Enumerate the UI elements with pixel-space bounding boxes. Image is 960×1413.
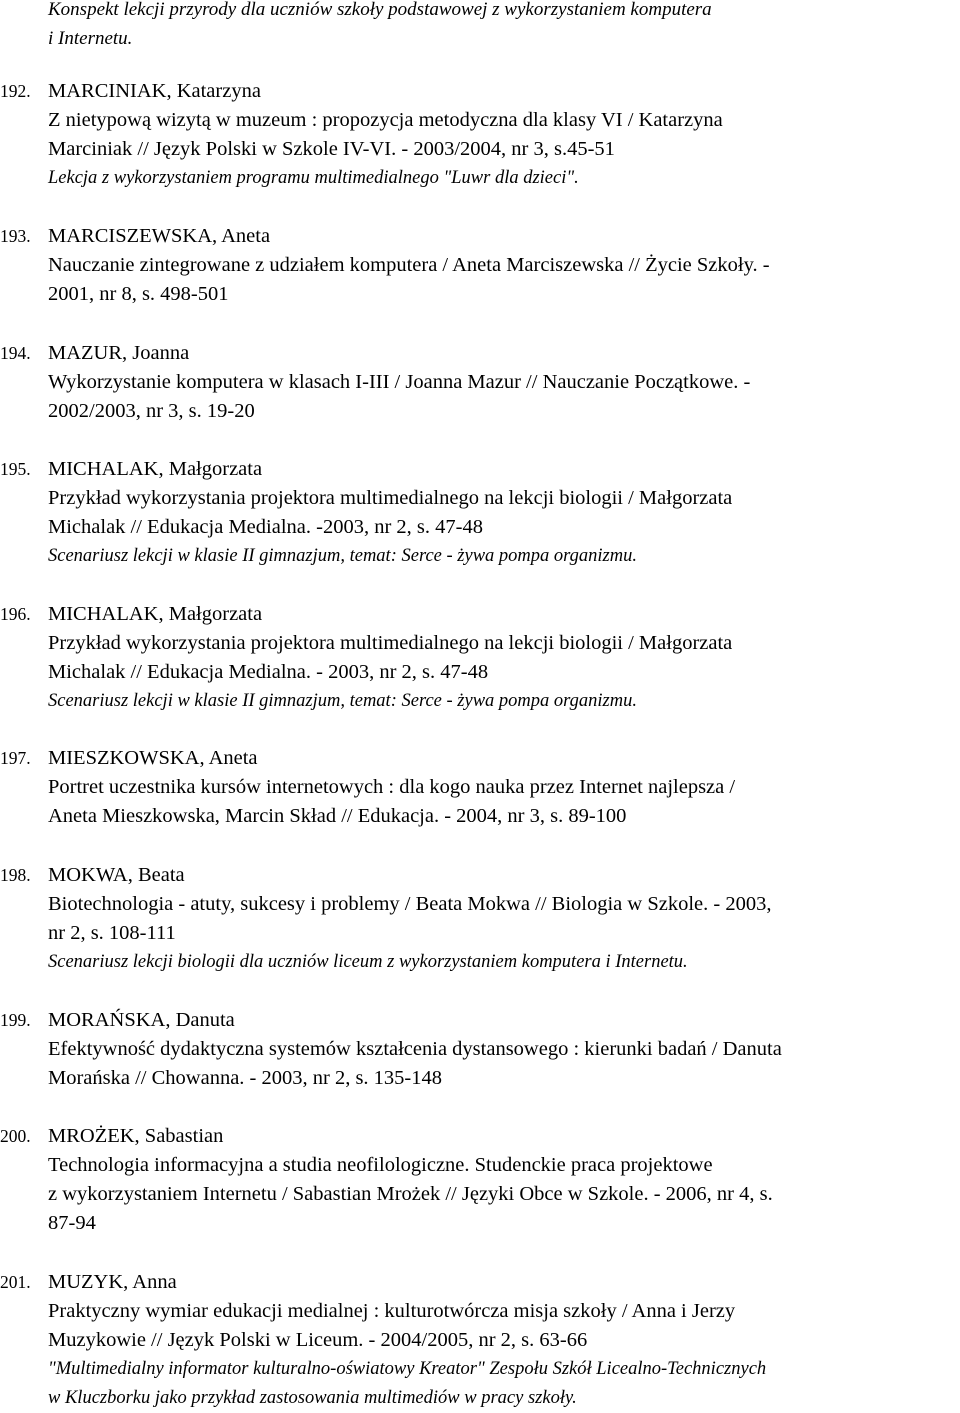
bibliography-entry-197	[0, 744, 960, 831]
entry-body	[48, 455, 958, 571]
bibliography-entry-199	[0, 1006, 960, 1093]
entry-title-line: Przykład wykorzystania projektora multimedialnego na lekcji biologii / Małgorzata	[48, 632, 733, 654]
entry-author: MARCINIAK, Katarzyna	[48, 80, 261, 102]
entry-author: MIESZKOWSKA, Aneta	[48, 747, 258, 769]
entry-note-line: Scenariusz lekcji w klasie II gimnazjum, temat: Serce - żywa pompa organizmu.	[48, 546, 637, 566]
entry-body	[48, 1268, 958, 1413]
bibliography-entry-201	[0, 1268, 960, 1413]
entry-title-line: Michalak // Edukacja Medialna. -2003, nr 2, s. 47-48	[48, 516, 483, 538]
entry-title-line: 2002/2003, nr 3, s. 19-20	[48, 400, 255, 422]
intro-note	[48, 0, 953, 53]
entry-title-line: Efektywność dydaktyczna systemów kształcenia dystansowego : kierunki badań / Danuta	[48, 1038, 782, 1060]
entry-author: MOKWA, Beata	[48, 864, 185, 886]
entry-author: MAZUR, Joanna	[48, 342, 190, 364]
entry-title-line: Michalak // Edukacja Medialna. - 2003, nr 2, s. 47-48	[48, 661, 489, 683]
entry-note-line: "Multimedialny informator kulturalno-oświatowy Kreator" Zespołu Szkół Licealno-Technicznych	[48, 1359, 767, 1379]
entry-number: 194.	[0, 343, 31, 363]
entry-title-line: 2001, nr 8, s. 498-501	[48, 283, 229, 305]
entry-body	[48, 77, 958, 193]
bibliography-entry-200	[0, 1122, 960, 1238]
bibliography-entry-193	[0, 222, 960, 309]
bibliography-entry-195	[0, 455, 960, 571]
entry-note-line: Scenariusz lekcji biologii dla uczniów liceum z wykorzystaniem komputera i Internetu.	[48, 952, 688, 972]
entry-number: 195.	[0, 459, 31, 479]
entry-title-line: Praktyczny wymiar edukacji medialnej : kulturotwórcza misja szkoły / Anna i Jerzy	[48, 1300, 736, 1322]
entry-author: MICHALAK, Małgorzata	[48, 458, 263, 480]
entry-title-line: Z nietypową wizytą w muzeum : propozycja metodyczna dla klasy VI / Katarzyna	[48, 109, 723, 131]
entry-title-line: Przykład wykorzystania projektora multimedialnego na lekcji biologii / Małgorzata	[48, 487, 733, 509]
bibliography-entry-196	[0, 600, 960, 716]
entry-title-line: Marciniak // Język Polski w Szkole IV-VI. - 2003/2004, nr 3, s.45-51	[48, 138, 615, 160]
bibliography-entry-198	[0, 861, 960, 977]
entry-author: MUZYK, Anna	[48, 1271, 177, 1293]
entry-number: 199.	[0, 1010, 31, 1030]
entry-title-line: Wykorzystanie komputera w klasach I-III / Joanna Mazur // Nauczanie Początkowe. -	[48, 371, 751, 393]
entry-number: 196.	[0, 604, 31, 624]
entry-number: 197.	[0, 748, 31, 768]
entry-number: 198.	[0, 865, 31, 885]
entry-body	[48, 222, 958, 309]
entry-title-line: Nauczanie zintegrowane z udziałem komputera / Aneta Marciszewska // Życie Szkoły. -	[48, 254, 770, 276]
bibliography-entry-192	[0, 77, 960, 193]
entry-title-line: Biotechnologia - atuty, sukcesy i problemy / Beata Mokwa // Biologia w Szkole. - 2003,	[48, 893, 772, 915]
entry-title-line: z wykorzystaniem Internetu / Sabastian Mrożek // Języki Obce w Szkole. - 2006, nr 4, s.	[48, 1183, 773, 1205]
entry-title-line: Muzykowie // Język Polski w Liceum. - 2004/2005, nr 2, s. 63-66	[48, 1329, 588, 1351]
entry-title-line: Aneta Mieszkowska, Marcin Skład // Edukacja. - 2004, nr 3, s. 89-100	[48, 805, 627, 827]
entry-body	[48, 744, 958, 831]
entry-number: 192.	[0, 81, 31, 101]
entry-author: MORAŃSKA, Danuta	[48, 1009, 235, 1031]
bibliography-entry-194	[0, 339, 960, 426]
entry-note-line: Lekcja z wykorzystaniem programu multimedialnego "Luwr dla dzieci".	[48, 168, 579, 188]
intro-line: Konspekt lekcji przyrody dla uczniów szkoły podstawowej z wykorzystaniem komputera	[48, 0, 712, 20]
entry-author: MARCISZEWSKA, Aneta	[48, 225, 271, 247]
entry-body	[48, 1006, 958, 1093]
entry-author: MROŻEK, Sabastian	[48, 1125, 224, 1147]
entry-title-line: nr 2, s. 108-111	[48, 922, 176, 944]
entry-number: 200.	[0, 1126, 31, 1146]
intro-line: i Internetu.	[48, 28, 133, 49]
entry-title-line: Portret uczestnika kursów internetowych : dla kogo nauka przez Internet najlepsza /	[48, 776, 736, 798]
entry-author: MICHALAK, Małgorzata	[48, 603, 263, 625]
entry-number: 201.	[0, 1272, 31, 1292]
entry-note-line: Scenariusz lekcji w klasie II gimnazjum, temat: Serce - żywa pompa organizmu.	[48, 691, 637, 711]
entry-title-line: Technologia informacyjna a studia neofilologiczne. Studenckie praca projektowe	[48, 1154, 713, 1176]
entry-body	[48, 861, 958, 977]
entry-number: 193.	[0, 226, 31, 246]
entry-title-line: 87-94	[48, 1212, 96, 1234]
entry-body	[48, 1122, 958, 1238]
entry-note-line: w Kluczborku jako przykład zastosowania multimediów w pracy szkoły.	[48, 1388, 577, 1408]
entry-title-line: Morańska // Chowanna. - 2003, nr 2, s. 135-148	[48, 1067, 443, 1089]
entry-body	[48, 600, 958, 716]
entry-body	[48, 339, 958, 426]
